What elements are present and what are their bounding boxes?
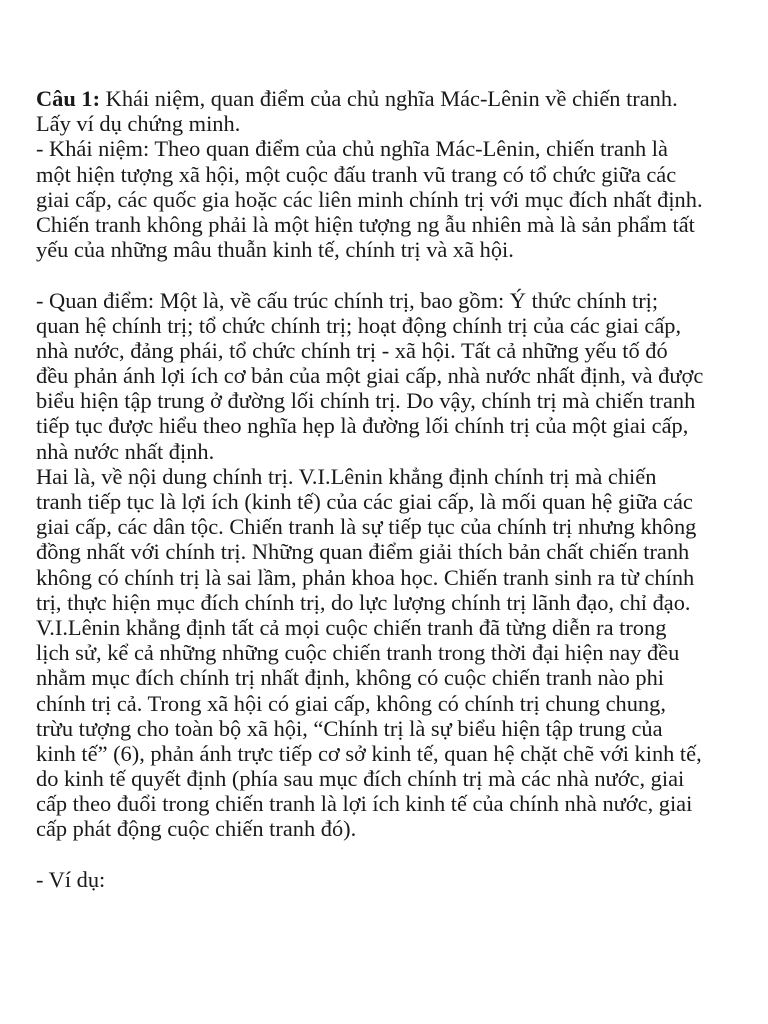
- text-line: lịch sử, kể cả những những cuộc chiến tranh trong thời đại hiện nay đều: [36, 640, 680, 666]
- question-title: Khái niệm, quan điểm của chủ nghĩa Mác-Lênin về chiến tranh.: [100, 86, 678, 111]
- text-line: giai cấp, các dân tộc. Chiến tranh là sự tiếp tục của chính trị nhưng không: [36, 514, 697, 540]
- text-line: đều phản ánh lợi ích cơ bản của một giai cấp, nhà nước nhất định, và được: [36, 363, 704, 389]
- blank-line: [36, 262, 742, 287]
- text-line: V.I.Lênin khẳng định tất cả mọi cuộc chiến tranh đã từng diễn ra trong: [36, 614, 667, 640]
- text-line: chính trị cả. Trong xã hội có giai cấp, không có chính trị chung chung,: [36, 690, 666, 716]
- text-line: - Quan điểm: Một là, về cấu trúc chính trị, bao gồm: Ý thức chính trị;: [36, 287, 659, 313]
- question-heading-line: [36, 86, 742, 111]
- text-line: yếu của những mâu thuẫn kinh tế, chính trị và xã hội.: [36, 237, 514, 263]
- text-line: tiếp tục được hiểu theo nghĩa hẹp là đường lối chính trị của một giai cấp,: [36, 413, 689, 439]
- text-line: cấp phát động cuộc chiến tranh đó).: [36, 816, 357, 842]
- text-line: nhằm mục đích chính trị nhất định, không có cuộc chiến tranh nào phi: [36, 665, 665, 691]
- text-line: đồng nhất với chính trị. Những quan điểm giải thích bản chất chiến tranh: [36, 539, 690, 565]
- text-line: không có chính trị là sai lầm, phản khoa học. Chiến tranh sinh ra từ chính: [36, 564, 695, 590]
- text-line: giai cấp, các quốc gia hoặc các liên minh chính trị với mục đích nhất định.: [36, 186, 703, 212]
- text-line: Chiến tranh không phải là một hiện tượng ng ẫu nhiên mà là sản phẩm tất: [36, 211, 695, 237]
- text-line: cấp theo đuổi trong chiến tranh là lợi ích kinh tế của chính nhà nước, giai: [36, 791, 693, 817]
- text-line: biểu hiện tập trung ở đường lối chính trị. Do vậy, chính trị mà chiến tranh: [36, 388, 696, 414]
- document-body: [36, 86, 742, 892]
- text-line: - Khái niệm: Theo quan điểm của chủ nghĩa Mác-Lênin, chiến tranh là: [36, 136, 668, 162]
- text-line: quan hệ chính trị; tổ chức chính trị; hoạt động chính trị của các giai cấp,: [36, 312, 682, 338]
- text-line: nhà nước, đảng phái, tổ chức chính trị - xã hội. Tất cả những yếu tố đó: [36, 337, 668, 363]
- question-label: Câu 1:: [36, 86, 101, 111]
- text-line: Lấy ví dụ chứng minh.: [36, 111, 241, 137]
- text-line: Hai là, về nội dung chính trị. V.I.Lênin khẳng định chính trị mà chiến: [36, 463, 657, 489]
- text-line: - Ví dụ:: [36, 866, 106, 892]
- text-line: trị, thực hiện mục đích chính trị, do lực lượng chính trị lãnh đạo, chỉ đạo.: [36, 589, 691, 615]
- text-line: do kinh tế quyết định (phía sau mục đích chính trị mà các nhà nước, giai: [36, 766, 685, 792]
- text-line: trừu tượng cho toàn bộ xã hội, “Chính trị là sự biểu hiện tập trung của: [36, 715, 663, 741]
- text-line: tranh tiếp tục là lợi ích (kinh tế) của các giai cấp, là mối quan hệ giữa các: [36, 489, 693, 514]
- text-line: một hiện tượng xã hội, một cuộc đấu tranh vũ trang có tổ chức giữa các: [36, 161, 677, 187]
- text-line: kinh tế” (6), phản ánh trực tiếp cơ sở kinh tế, quan hệ chặt chẽ với kinh tế,: [36, 740, 702, 766]
- blank-line: [36, 842, 742, 867]
- text-line: nhà nước nhất định.: [36, 438, 215, 464]
